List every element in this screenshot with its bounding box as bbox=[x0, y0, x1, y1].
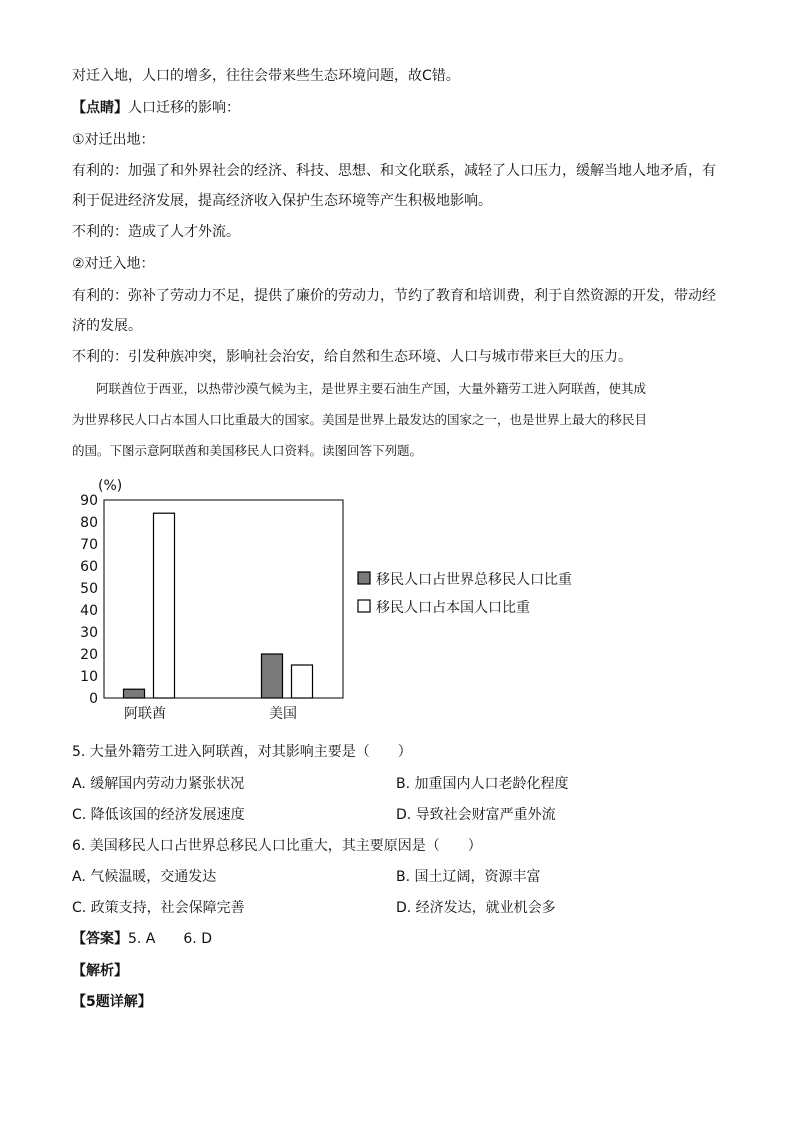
bar-阿联酋-series-2 bbox=[154, 513, 175, 698]
legend-label: 移民人口占本国人口比重 bbox=[376, 600, 530, 616]
question-6-option-d[interactable]: D. 经济发达，就业机会多 bbox=[396, 900, 556, 916]
question-5-stem: 5. 大量外籍劳工进入阿联酋，对其影响主要是（ ） bbox=[72, 744, 412, 760]
bar-美国-series-2 bbox=[292, 665, 313, 698]
question-6-option-a[interactable]: A. 气候温暖，交通发达 bbox=[72, 869, 217, 885]
paragraph-tip bbox=[72, 98, 240, 118]
question-5-option-a[interactable]: A. 缓解国内劳动力紧张状况 bbox=[72, 776, 245, 792]
question-6-option-c[interactable]: C. 政策支持，社会保障完善 bbox=[72, 900, 245, 916]
migration-bar-chart bbox=[60, 472, 620, 732]
x-category-label: 美国 bbox=[269, 706, 297, 722]
legend-swatch bbox=[358, 600, 370, 612]
paragraph-emigration-harm: 不利的：造成了人才外流。 bbox=[72, 224, 240, 240]
material-line-2: 为世界移民人口占本国人口比重最大的国家。美国是世界上最发达的国家之一，也是世界上最大的移民目 bbox=[72, 412, 648, 427]
legend-label: 移民人口占世界总移民人口比重 bbox=[376, 572, 572, 588]
detail-label: 【5题详解】 bbox=[72, 994, 152, 1010]
answer-label: 【答案】 bbox=[72, 931, 128, 947]
y-tick-label: 90 bbox=[80, 493, 98, 509]
paragraph-emigration-benefit-2: 利于促进经济发展，提高经济收入保护生态环境等产生积极地影响。 bbox=[72, 193, 492, 209]
paragraph-immigration-harm: 不利的：引发种族冲突，影响社会治安，给自然和生态环境、人口与城市带来巨大的压力。 bbox=[72, 349, 632, 365]
paragraph-emigration-benefit-1: 有利的：加强了和外界社会的经济、科技、思想、和文化联系，减轻了人口压力，缓解当地人地矛盾，有 bbox=[72, 163, 716, 179]
paragraph-immigration-benefit-1: 有利的：弥补了劳动力不足，提供了廉价的劳动力，节约了教育和培训费，利于自然资源的开发，带动经 bbox=[72, 288, 716, 304]
bar-美国-series-1 bbox=[262, 654, 283, 698]
y-tick-label: 50 bbox=[80, 581, 98, 597]
y-tick-label: 80 bbox=[80, 515, 98, 531]
question-6-stem: 6. 美国移民人口占世界总移民人口比重大，其主要原因是（ ） bbox=[72, 838, 482, 854]
y-tick-label: 40 bbox=[80, 603, 98, 619]
question-6-option-b[interactable]: B. 国土辽阔，资源丰富 bbox=[396, 869, 541, 885]
y-tick-label: 60 bbox=[80, 559, 98, 575]
question-5-option-c[interactable]: C. 降低该国的经济发展速度 bbox=[72, 807, 245, 823]
paragraph-emigration-heading: ①对迁出地： bbox=[72, 132, 155, 148]
tip-text: 人口迁移的影响： bbox=[128, 100, 240, 116]
legend-swatch bbox=[358, 572, 370, 584]
y-tick-label: 70 bbox=[80, 537, 98, 553]
material-line-1: 阿联酋位于西亚，以热带沙漠气候为主，是世界主要石油生产国，大量外籍劳工进入阿联酋，使其成 bbox=[96, 381, 647, 396]
paragraph-conclusion: 对迁入地，人口的增多，往往会带来些生态环境问题，故C错。 bbox=[72, 68, 460, 84]
y-tick-label: 10 bbox=[80, 669, 98, 685]
paragraph-immigration-heading: ②对迁入地： bbox=[72, 256, 155, 272]
paragraph-immigration-benefit-2: 济的发展。 bbox=[72, 318, 142, 334]
x-category-label: 阿联酋 bbox=[124, 706, 166, 722]
y-tick-label: 20 bbox=[80, 647, 98, 663]
question-5-option-d[interactable]: D. 导致社会财富严重外流 bbox=[396, 807, 556, 823]
material-line-3: 的国。下图示意阿联酋和美国移民人口资料。读图回答下列题。 bbox=[72, 443, 423, 458]
y-tick-label: 0 bbox=[89, 691, 98, 707]
y-axis-unit-label: (%) bbox=[98, 478, 123, 494]
tip-label: 【点睛】 bbox=[72, 100, 128, 116]
answer-line bbox=[72, 929, 212, 949]
question-5-option-b[interactable]: B. 加重国内人口老龄化程度 bbox=[396, 776, 569, 792]
y-tick-label: 30 bbox=[80, 625, 98, 641]
answer-text: 5. A 6. D bbox=[128, 931, 212, 947]
analysis-label: 【解析】 bbox=[72, 963, 128, 979]
bar-阿联酋-series-1 bbox=[124, 689, 145, 698]
